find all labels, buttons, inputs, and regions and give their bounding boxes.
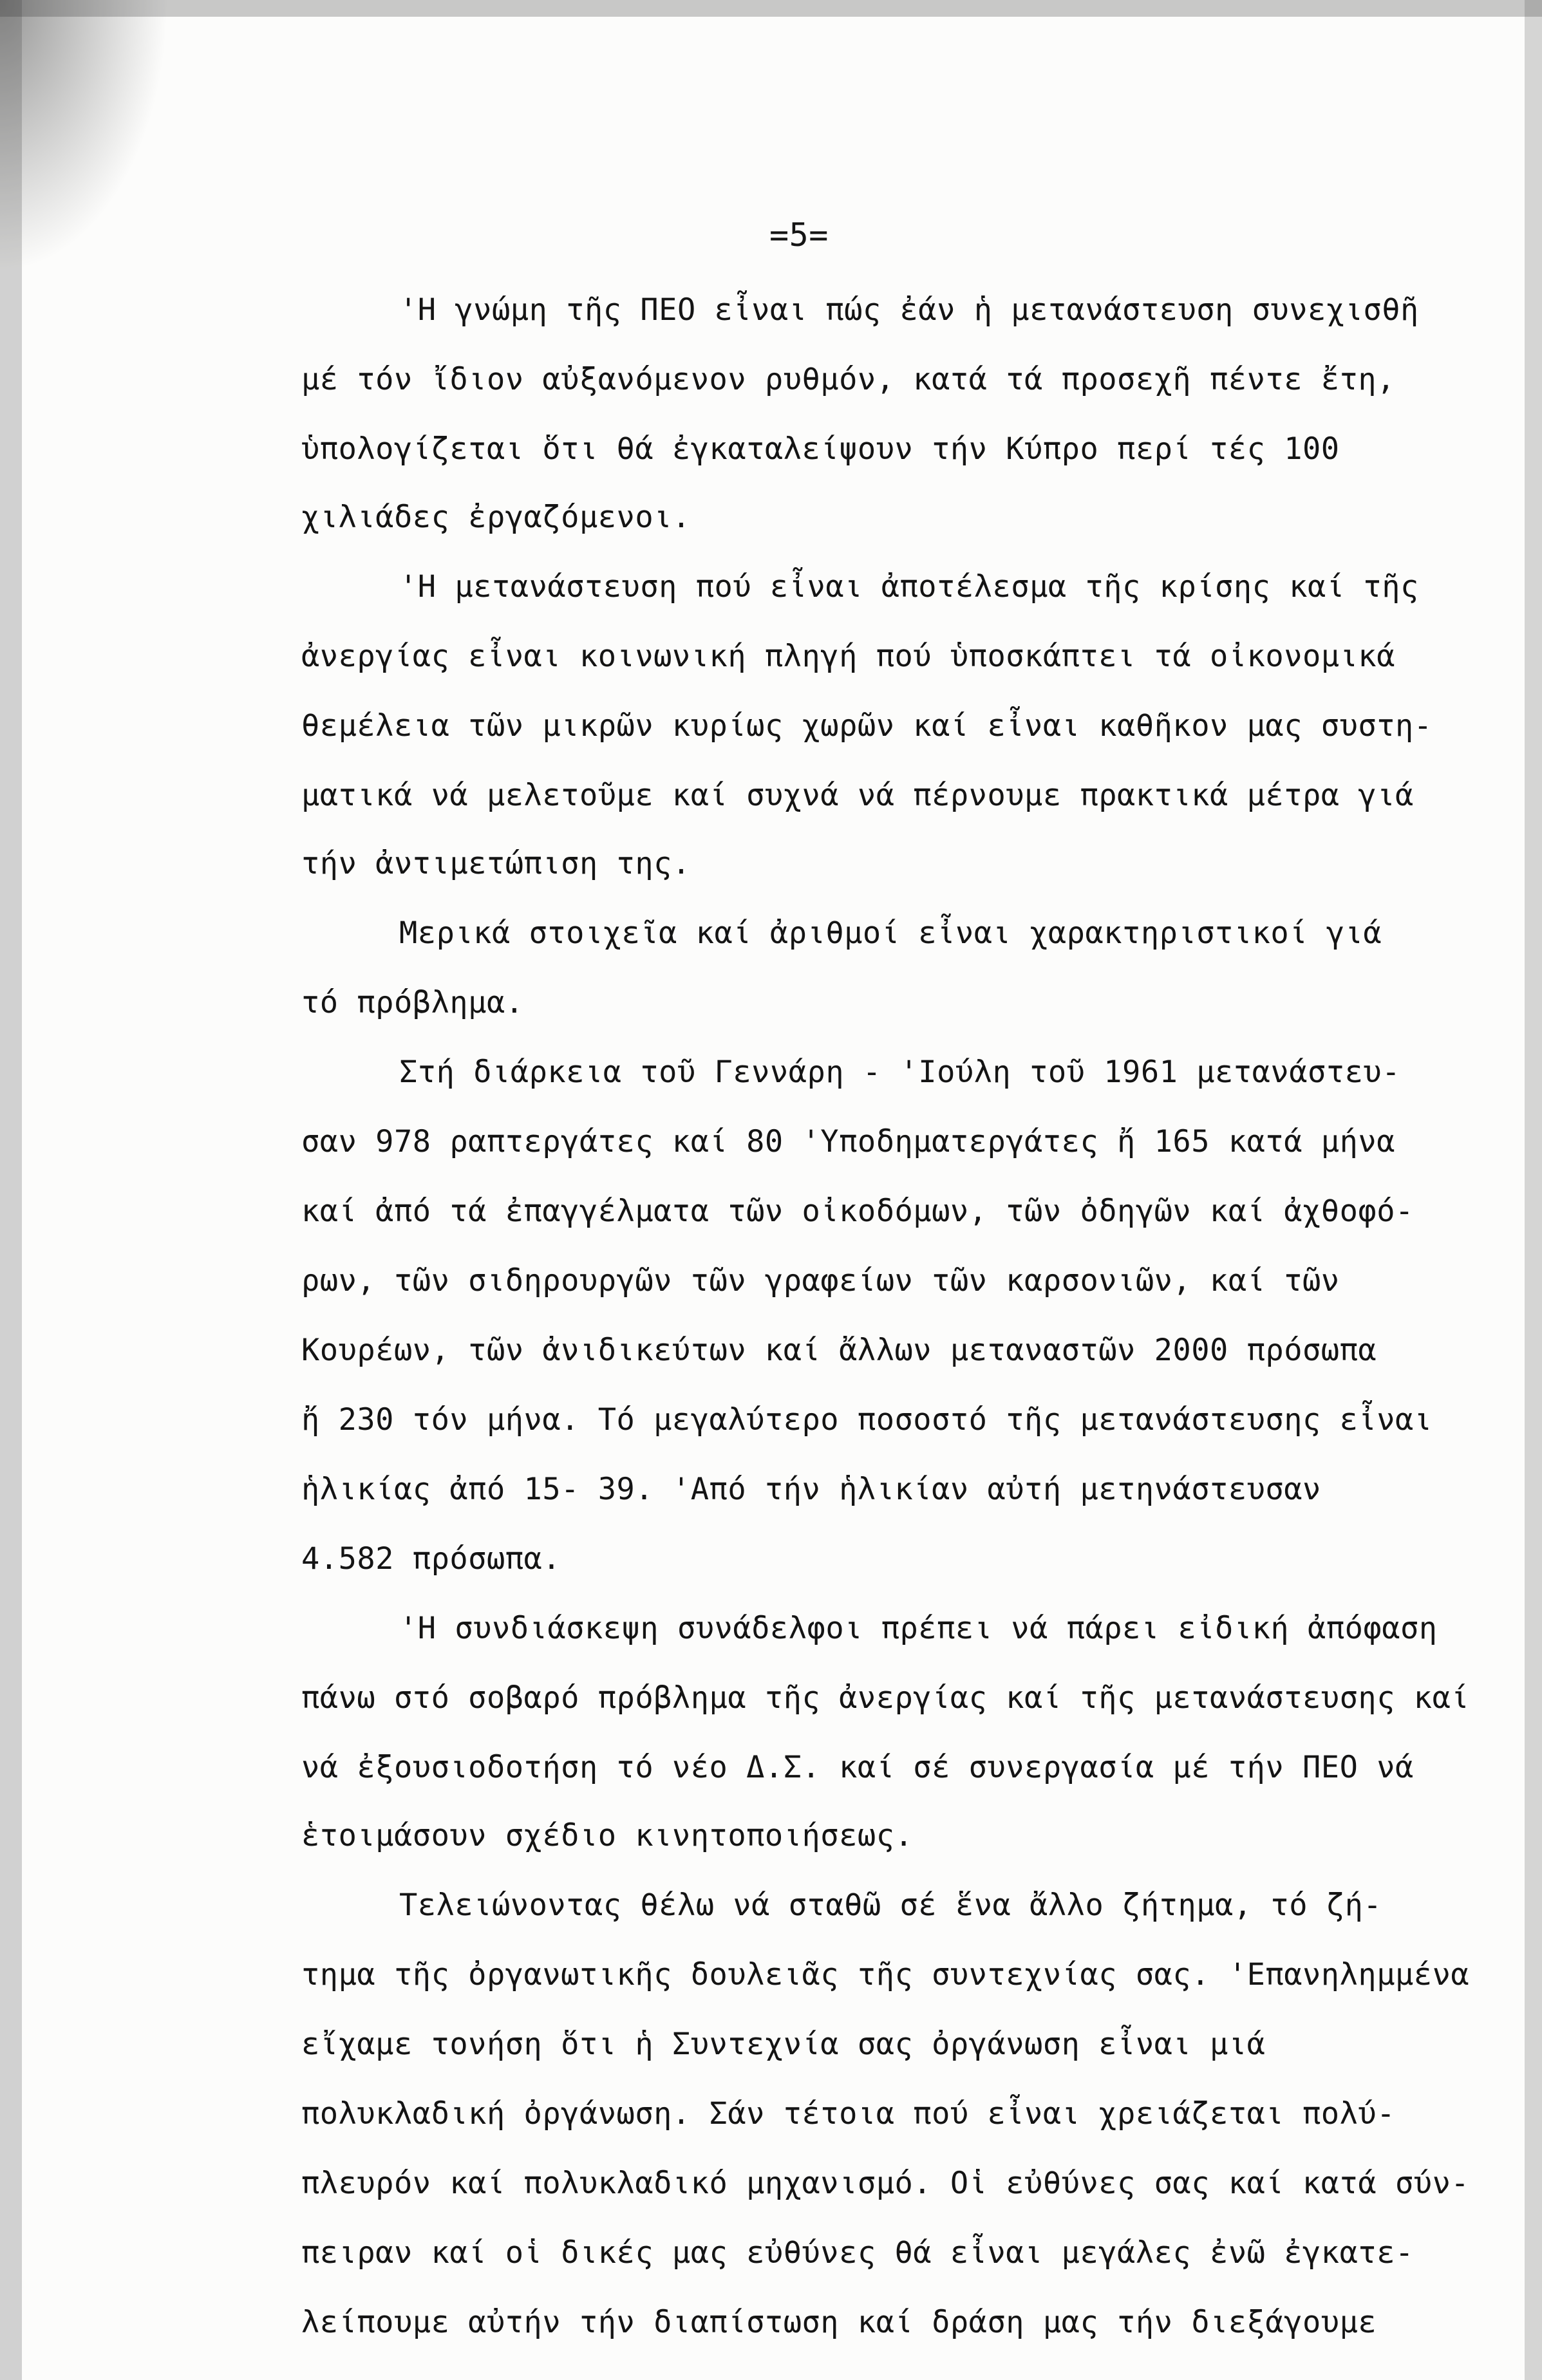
text-line: τό πρόβλημα. [301, 985, 524, 1020]
text-line: ἀνεργίας εἶναι κοινωνική πληγή πού ὑποσκάπτει τά οἰκονομικά [301, 639, 1395, 674]
text-line: Μερικά στοιχεῖα καί ἀριθμοί εἶναι χαρακτηριστικοί γιά [399, 915, 1382, 951]
text-line: πολυκλαδική ὀργάνωση. Σάν τέτοια πού εἶναι χρειάζεται πολύ- [301, 2096, 1395, 2132]
text-line: τημα τῆς ὀργανωτικῆς δουλειᾶς τῆς συντεχνίας σας. 'Επανηλημμένα [301, 1957, 1470, 1992]
text-line: λείπουμε αὐτήν τήν διαπίστωση καί δράση μας τήν διεξάγουμε [301, 2305, 1377, 2340]
text-line: τήν ἀντιμετώπιση της. [301, 846, 691, 881]
text-line: νά ἐξουσιοδοτήση τό νέο Δ.Σ. καί σέ συνεργασία μέ τήν ΠΕΟ νά [301, 1750, 1414, 1785]
text-line: μέ τόν ἴδιον αὐξανόμενον ρυθμόν, κατά τά προσεχῆ πέντε ἔτη, [301, 362, 1395, 397]
text-line: ἑτοιμάσουν σχέδιο κινητοποιήσεως. [301, 1818, 914, 1853]
text-line: ὑπολογίζεται ὅτι θά ἐγκαταλείψουν τήν Κύπρο περί τές 100 [301, 431, 1340, 467]
text-line: Στή διάρκεια τοῦ Γεννάρη - 'Ιούλη τοῦ 1961 μετανάστευ- [399, 1054, 1401, 1090]
text-line: θεμέλεια τῶν μικρῶν κυρίως χωρῶν καί εἶναι καθῆκον μας συστη- [301, 708, 1433, 744]
text-line: εἴχαμε τονήση ὅτι ἡ Συντεχνία σας ὀργάνωση εἶναι μιά [301, 2027, 1266, 2062]
text-line: χιλιάδες ἐργαζόμενοι. [301, 500, 691, 535]
text-line: Τελειώνοντας θέλω νά σταθῶ σέ ἕνα ἄλλο ζήτημα, τό ζή- [399, 1888, 1382, 1923]
text-line: καί ἀπό τά ἐπαγγέλματα τῶν οἰκοδόμων, τῶν ὀδηγῶν καί ἀχθοφό- [301, 1194, 1414, 1229]
text-line: 4.582 πρόσωπα. [301, 1541, 561, 1577]
text-line: σαν 978 ραπτεργάτες καί 80 'Υποδηματεργάτες ἤ 165 κατά μήνα [301, 1124, 1395, 1159]
text-line: ρων, τῶν σιδηρουργῶν τῶν γραφείων τῶν καρσονιῶν, καί τῶν [301, 1263, 1340, 1298]
text-line: ἤ 230 τόν μήνα. Τό μεγαλύτερο ποσοστό τῆς μετανάστευσης εἶναι [301, 1402, 1433, 1438]
text-line: πλευρόν καί πολυκλαδικό μηχανισμό. Οἱ εὐθύνες σας καί κατά σύν- [301, 2166, 1470, 2201]
text-line: ἡλικίας ἀπό 15- 39. 'Από τήν ἡλικίαν αὐτή μετηνάστευσαν [301, 1472, 1321, 1507]
text-line: 'Η μετανάστευση πού εἶναι ἀποτέλεσμα τῆς κρίσης καί τῆς [399, 569, 1419, 604]
text-line: πάνω στό σοβαρό πρόβλημα τῆς ἀνεργίας καί τῆς μετανάστευσης καί [301, 1680, 1470, 1716]
text-line: 'Η γνώμη τῆς ΠΕΟ εἶναι πώς ἐάν ἡ μετανάστευση συνεχισθῆ [399, 292, 1419, 328]
text-line: 'Η συνδιάσκεψη συνάδελφοι πρέπει νά πάρει εἰδική ἀπόφαση [399, 1611, 1438, 1646]
text-line: πειραν καί οἱ δικές μας εὐθύνες θά εἶναι μεγάλες ἐνῶ ἐγκατε- [301, 2235, 1414, 2271]
text-line: Κουρέων, τῶν ἀνιδικεύτων καί ἄλλων μεταναστῶν 2000 πρόσωπα [301, 1333, 1377, 1368]
text-line: ματικά νά μελετοῦμε καί συχνά νά πέρνουμε πρακτικά μέτρα γιά [301, 778, 1414, 813]
page-number: =5= [769, 216, 829, 254]
